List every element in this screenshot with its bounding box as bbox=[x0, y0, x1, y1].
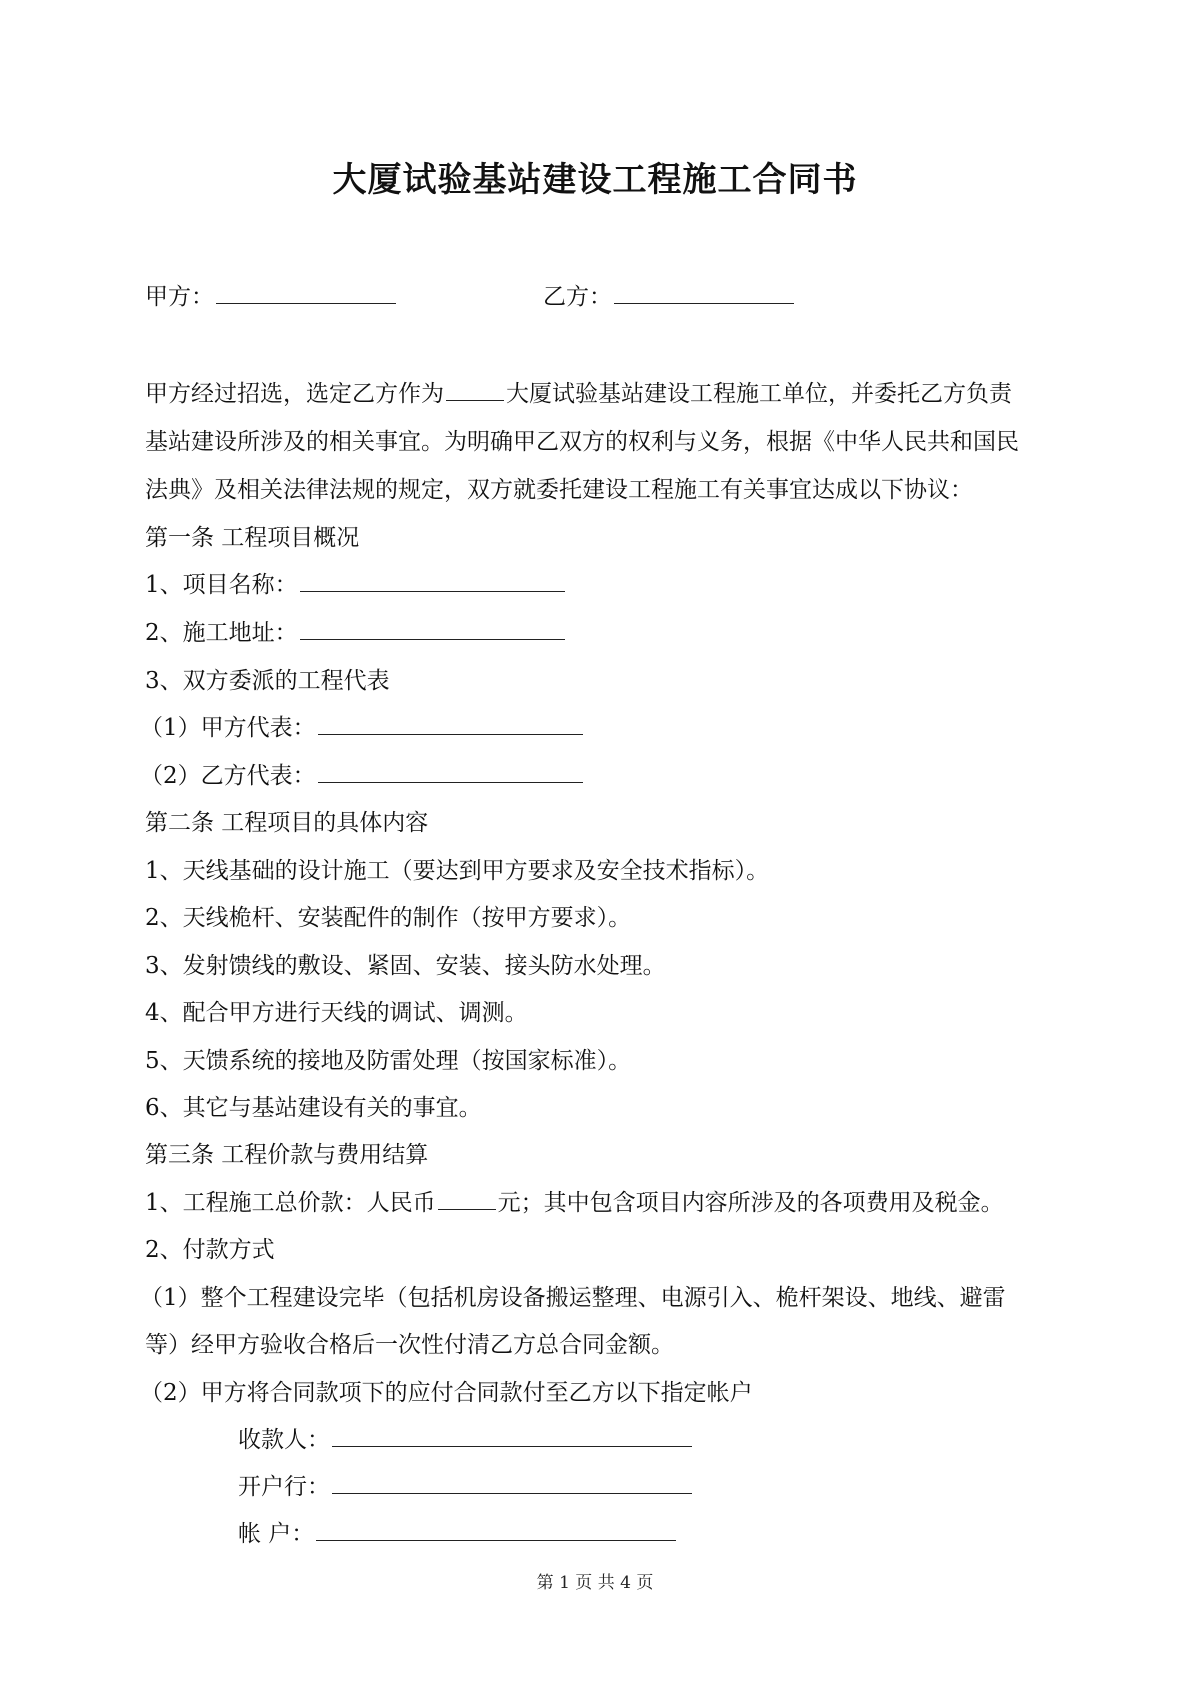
intro-line-1: 甲方经过招选，选定乙方作为 大厦试验基站建设工程施工单位，并委托乙方负责 bbox=[145, 381, 1012, 407]
payment-method-2: （2）甲方将合同款项下的应付合同款付至乙方以下指定帐户 bbox=[140, 1380, 753, 1406]
payment-heading: 2、付款方式 bbox=[145, 1237, 275, 1263]
party-b-blank bbox=[614, 283, 794, 304]
article2-item-2: 2、天线桅杆、安装配件的制作（按甲方要求）。 bbox=[145, 905, 632, 931]
party-a-rep-blank bbox=[318, 714, 583, 735]
party-a-line bbox=[145, 282, 398, 312]
total-price-blank bbox=[438, 1189, 496, 1210]
total-price-line: 1、工程施工总价款：人民币 元；其中包含项目内容所涉及的各项费用及税金。 bbox=[145, 1190, 1004, 1216]
payee-blank bbox=[332, 1426, 692, 1447]
article2-item-6: 6、其它与基站建设有关的事宜。 bbox=[145, 1095, 482, 1121]
article3-heading: 第三条 工程价款与费用结算 bbox=[145, 1142, 429, 1168]
project-name-blank bbox=[300, 571, 565, 592]
article2-item-3: 3、发射馈线的敷设、紧固、安装、接头防水处理。 bbox=[145, 953, 666, 979]
article2-item-4: 4、配合甲方进行天线的调试、调测。 bbox=[145, 1000, 528, 1026]
payment-method-1-line-1: （1）整个工程建设完毕（包括机房设备搬运整理、电源引入、桅杆架设、地线、避雷 bbox=[140, 1285, 1006, 1311]
intro-line-3: 法典》及相关法律法规的规定，双方就委托建设工程施工有关事宜达成以下协议： bbox=[145, 477, 973, 503]
article2-heading: 第二条 工程项目的具体内容 bbox=[145, 810, 429, 836]
payee-line: 收款人： bbox=[238, 1425, 694, 1455]
account-blank bbox=[316, 1520, 676, 1541]
payment-method-1-line-2: 等）经甲方验收合格后一次性付清乙方总合同金额。 bbox=[145, 1332, 674, 1358]
intro-blank bbox=[446, 380, 504, 401]
article1-heading: 第一条 工程项目概况 bbox=[145, 525, 360, 551]
party-b-line bbox=[543, 282, 796, 312]
page-number: 第 1 页 共 4 页 bbox=[536, 1573, 654, 1593]
party-a-blank bbox=[216, 283, 396, 304]
article2-item-1: 1、天线基础的设计施工（要达到甲方要求及安全技术指标）。 bbox=[145, 858, 770, 884]
party-b-label: 乙方： bbox=[543, 284, 612, 310]
bank-line: 开户行： bbox=[238, 1472, 694, 1502]
project-name-line: 1、项目名称： bbox=[145, 570, 567, 600]
project-address-line: 2、施工地址： bbox=[145, 618, 567, 648]
article2-item-5: 5、天馈系统的接地及防雷处理（按国家标准）。 bbox=[145, 1048, 632, 1074]
party-b-rep-blank bbox=[318, 762, 583, 783]
intro-line-2: 基站建设所涉及的相关事宜。为明确甲乙双方的权利与义务，根据《中华人民共和国民 bbox=[145, 429, 1019, 455]
bank-blank bbox=[332, 1473, 692, 1494]
party-a-rep-line: （1）甲方代表： bbox=[140, 713, 585, 743]
document-title: 大厦试验基站建设工程施工合同书 bbox=[332, 160, 858, 200]
project-address-blank bbox=[300, 619, 565, 640]
party-a-label: 甲方： bbox=[145, 284, 214, 310]
account-line: 帐 户： bbox=[238, 1519, 678, 1549]
party-b-rep-line: （2）乙方代表： bbox=[140, 761, 585, 791]
representatives-heading: 3、双方委派的工程代表 bbox=[145, 668, 390, 694]
